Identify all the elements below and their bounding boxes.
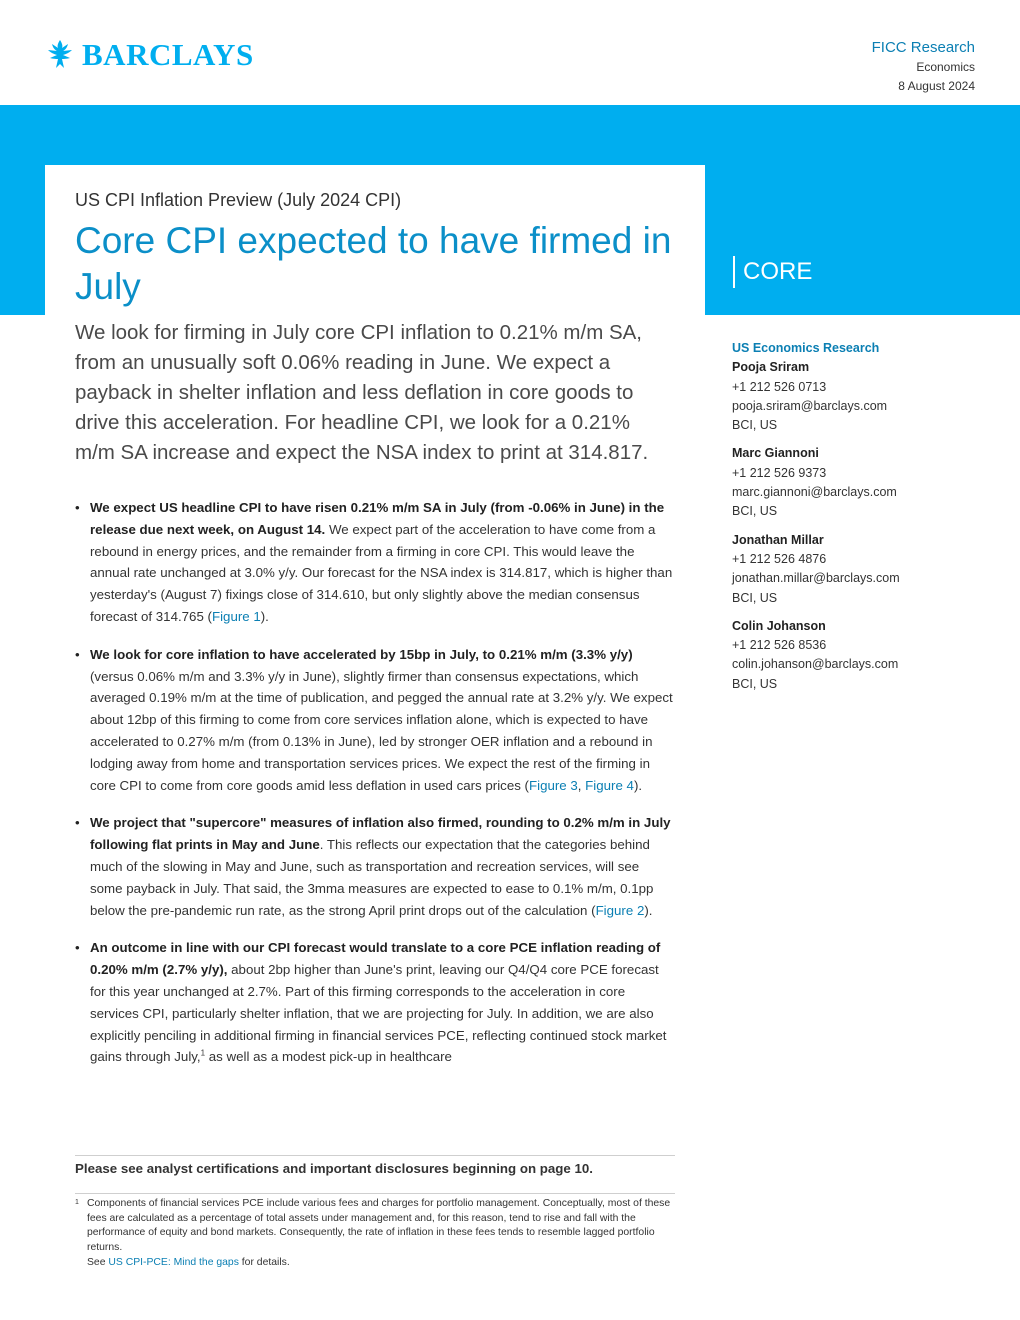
analyst-entity: BCI, US xyxy=(732,590,778,605)
analyst-email[interactable]: marc.giannoni@barclays.com xyxy=(732,485,897,500)
analyst-phone: +1 212 526 8536 xyxy=(732,638,827,653)
analyst-card xyxy=(732,358,972,435)
bullet-tail: ). xyxy=(633,777,643,793)
analyst-entity: BCI, US xyxy=(732,418,778,433)
bullet-body: . This reflects our expectation that the categories behind much of the slowing in May and June, such as transportation and recreation services, will see some payback in July. That said, the 3mma measures are expected to ease to 0.1% m/m, 0.1pp below the pre-pandemic run rate, as the strong April print drops out of the calculation ( xyxy=(90,837,654,918)
footnote-text xyxy=(87,1197,675,1271)
bullet-tail: ). xyxy=(644,902,653,918)
bullet-body: (versus 0.06% m/m and 3.3% y/y in June), slightly firmer than consensus expectations, which averaged 0.19% m/m at the time of publication, and pegged the annual rate at 3.2% y/y. We expect about 12bp of this firming to come from core services inflation alone, which is expected to have accelerated to 0.27% m/m (from 0.13% in June), led by stronger OER inflation and a rebound in lodging away from home and transportation services prices. We expect the rest of the firming in core CPI to come from core goods amid less deflation in used cars prices ( xyxy=(90,668,673,793)
figure-2-link[interactable]: Figure 2 xyxy=(595,902,645,918)
analyst-phone: +1 212 526 4876 xyxy=(732,551,827,566)
analyst-card xyxy=(732,617,972,694)
report-date: 8 August 2024 xyxy=(898,79,975,93)
analyst-phone: +1 212 526 0713 xyxy=(732,379,827,394)
bullet-core-inflation xyxy=(75,644,673,797)
bullet-lead: We expect US headline CPI to have risen 0.21% m/m SA in July (from -0.06% in June) in the release due next week, on August 14. xyxy=(90,500,665,537)
mind-the-gaps-link[interactable]: US CPI-PCE: Mind the gaps xyxy=(108,1256,239,1268)
footnote xyxy=(75,1197,675,1271)
barclays-logo xyxy=(44,38,254,72)
figure-4-link[interactable]: Figure 4 xyxy=(585,777,634,793)
footnote-ref[interactable]: 1 xyxy=(200,1048,206,1058)
analyst-email[interactable]: jonathan.millar@barclays.com xyxy=(732,571,900,586)
analyst-card xyxy=(732,444,972,521)
disclosures-notice: Please see analyst certifications and important disclosures beginning on page 10. xyxy=(75,1161,593,1176)
bullet-supercore xyxy=(75,812,673,921)
analyst-entity: BCI, US xyxy=(732,504,778,519)
analyst-card xyxy=(732,531,972,608)
divider xyxy=(75,1155,675,1156)
eagle-icon xyxy=(44,38,76,72)
analyst-entity: BCI, US xyxy=(732,676,778,691)
footnote-body: Components of financial services PCE include various fees and charges for portfolio management. Conceptually, most of these fees are calculated as a percentage of total assets under management and, for this reason, tend to rise and fall with the performance of equity and bond markets. Consequently, the rate of inflation in these fees tends to resemble lagged portfolio returns. xyxy=(87,1198,671,1254)
summary-lede: We look for firming in July core CPI inflation to 0.21% m/m SA, from an unusually soft 0.06% reading in June. We expect a payback in shelter inflation and less deflation in core goods to drive this acceleration. For headline CPI, we look for a 0.21% m/m SA increase and expect the NSA index to print at 314.817. xyxy=(75,321,649,464)
analyst-name: Pooja Sriram xyxy=(732,360,810,375)
see-suffix: for details. xyxy=(238,1256,290,1268)
bullet-tail: ). xyxy=(260,608,269,624)
analyst-name: Colin Johanson xyxy=(732,618,826,633)
bullet-tail: as well as a modest pick-up in healthcare xyxy=(205,1049,452,1065)
divider xyxy=(75,1193,675,1194)
bullet-body: about 2bp higher than June's print, leaving our Q4/Q4 core PCE forecast for this year unchanged at 2.7%. Part of this firming corresponds to the acceleration in core services CPI, particularly shelter inflation, that we are projecting for July. In addition, we are also explicitly penciling in additional firming in financial services PCE, reflecting continued stock market gains through July, xyxy=(90,962,667,1065)
report-kicker: US CPI Inflation Preview (July 2024 CPI) xyxy=(75,190,402,210)
bullet-body: We expect part of the acceleration to have come from a rebound in energy prices, and the remainder from a firming in core CPI. This would leave the annual rate unchanged at 3.0% y/y. Our forecast for the NSA index is 314.817, which is higher than yesterday's (August 7) fixings close of 314.610, but only slightly above the median consensus forecast of 314.765 ( xyxy=(90,521,673,624)
analyst-phone: +1 212 526 9373 xyxy=(732,465,827,480)
footnote-number: 1 xyxy=(75,1199,79,1206)
analyst-email[interactable]: pooja.sriram@barclays.com xyxy=(732,398,888,413)
bullet-lead: We project that "supercore" measures of inflation also firmed, rounding to 0.2% m/m in July following flat prints in May and June xyxy=(90,815,671,853)
figure-1-link[interactable]: Figure 1 xyxy=(211,608,261,624)
analyst-sidebar xyxy=(732,339,972,703)
analyst-name: Marc Giannoni xyxy=(732,446,819,461)
report-title: Core CPI expected to have firmed in July xyxy=(75,220,672,307)
bullet-core-pce xyxy=(75,937,673,1068)
brand-wordmark: BARCLAYS xyxy=(82,37,254,72)
bullet-headline-cpi xyxy=(75,497,673,628)
analyst-name: Jonathan Millar xyxy=(732,532,824,547)
footnote-row xyxy=(75,1197,675,1271)
core-tag: CORE xyxy=(733,256,812,288)
analyst-email[interactable]: colin.johanson@barclays.com xyxy=(732,657,899,672)
figure-3-link[interactable]: Figure 3 xyxy=(529,777,578,793)
section-name: Economics xyxy=(916,60,975,74)
report-header xyxy=(872,38,975,96)
link-separator: , xyxy=(577,777,586,793)
key-points-list xyxy=(75,497,673,1084)
see-prefix: See xyxy=(87,1256,109,1268)
series-name: FICC Research xyxy=(871,39,975,56)
sidebar-heading: US Economics Research xyxy=(732,341,880,355)
bullet-lead: We look for core inflation to have accelerated by 15bp in July, to 0.21% m/m (3.3% y/y) xyxy=(90,646,633,662)
bullet-lead: An outcome in line with our CPI forecast would translate to a core PCE inflation reading of 0.20% m/m (2.7% y/y), xyxy=(90,940,661,978)
